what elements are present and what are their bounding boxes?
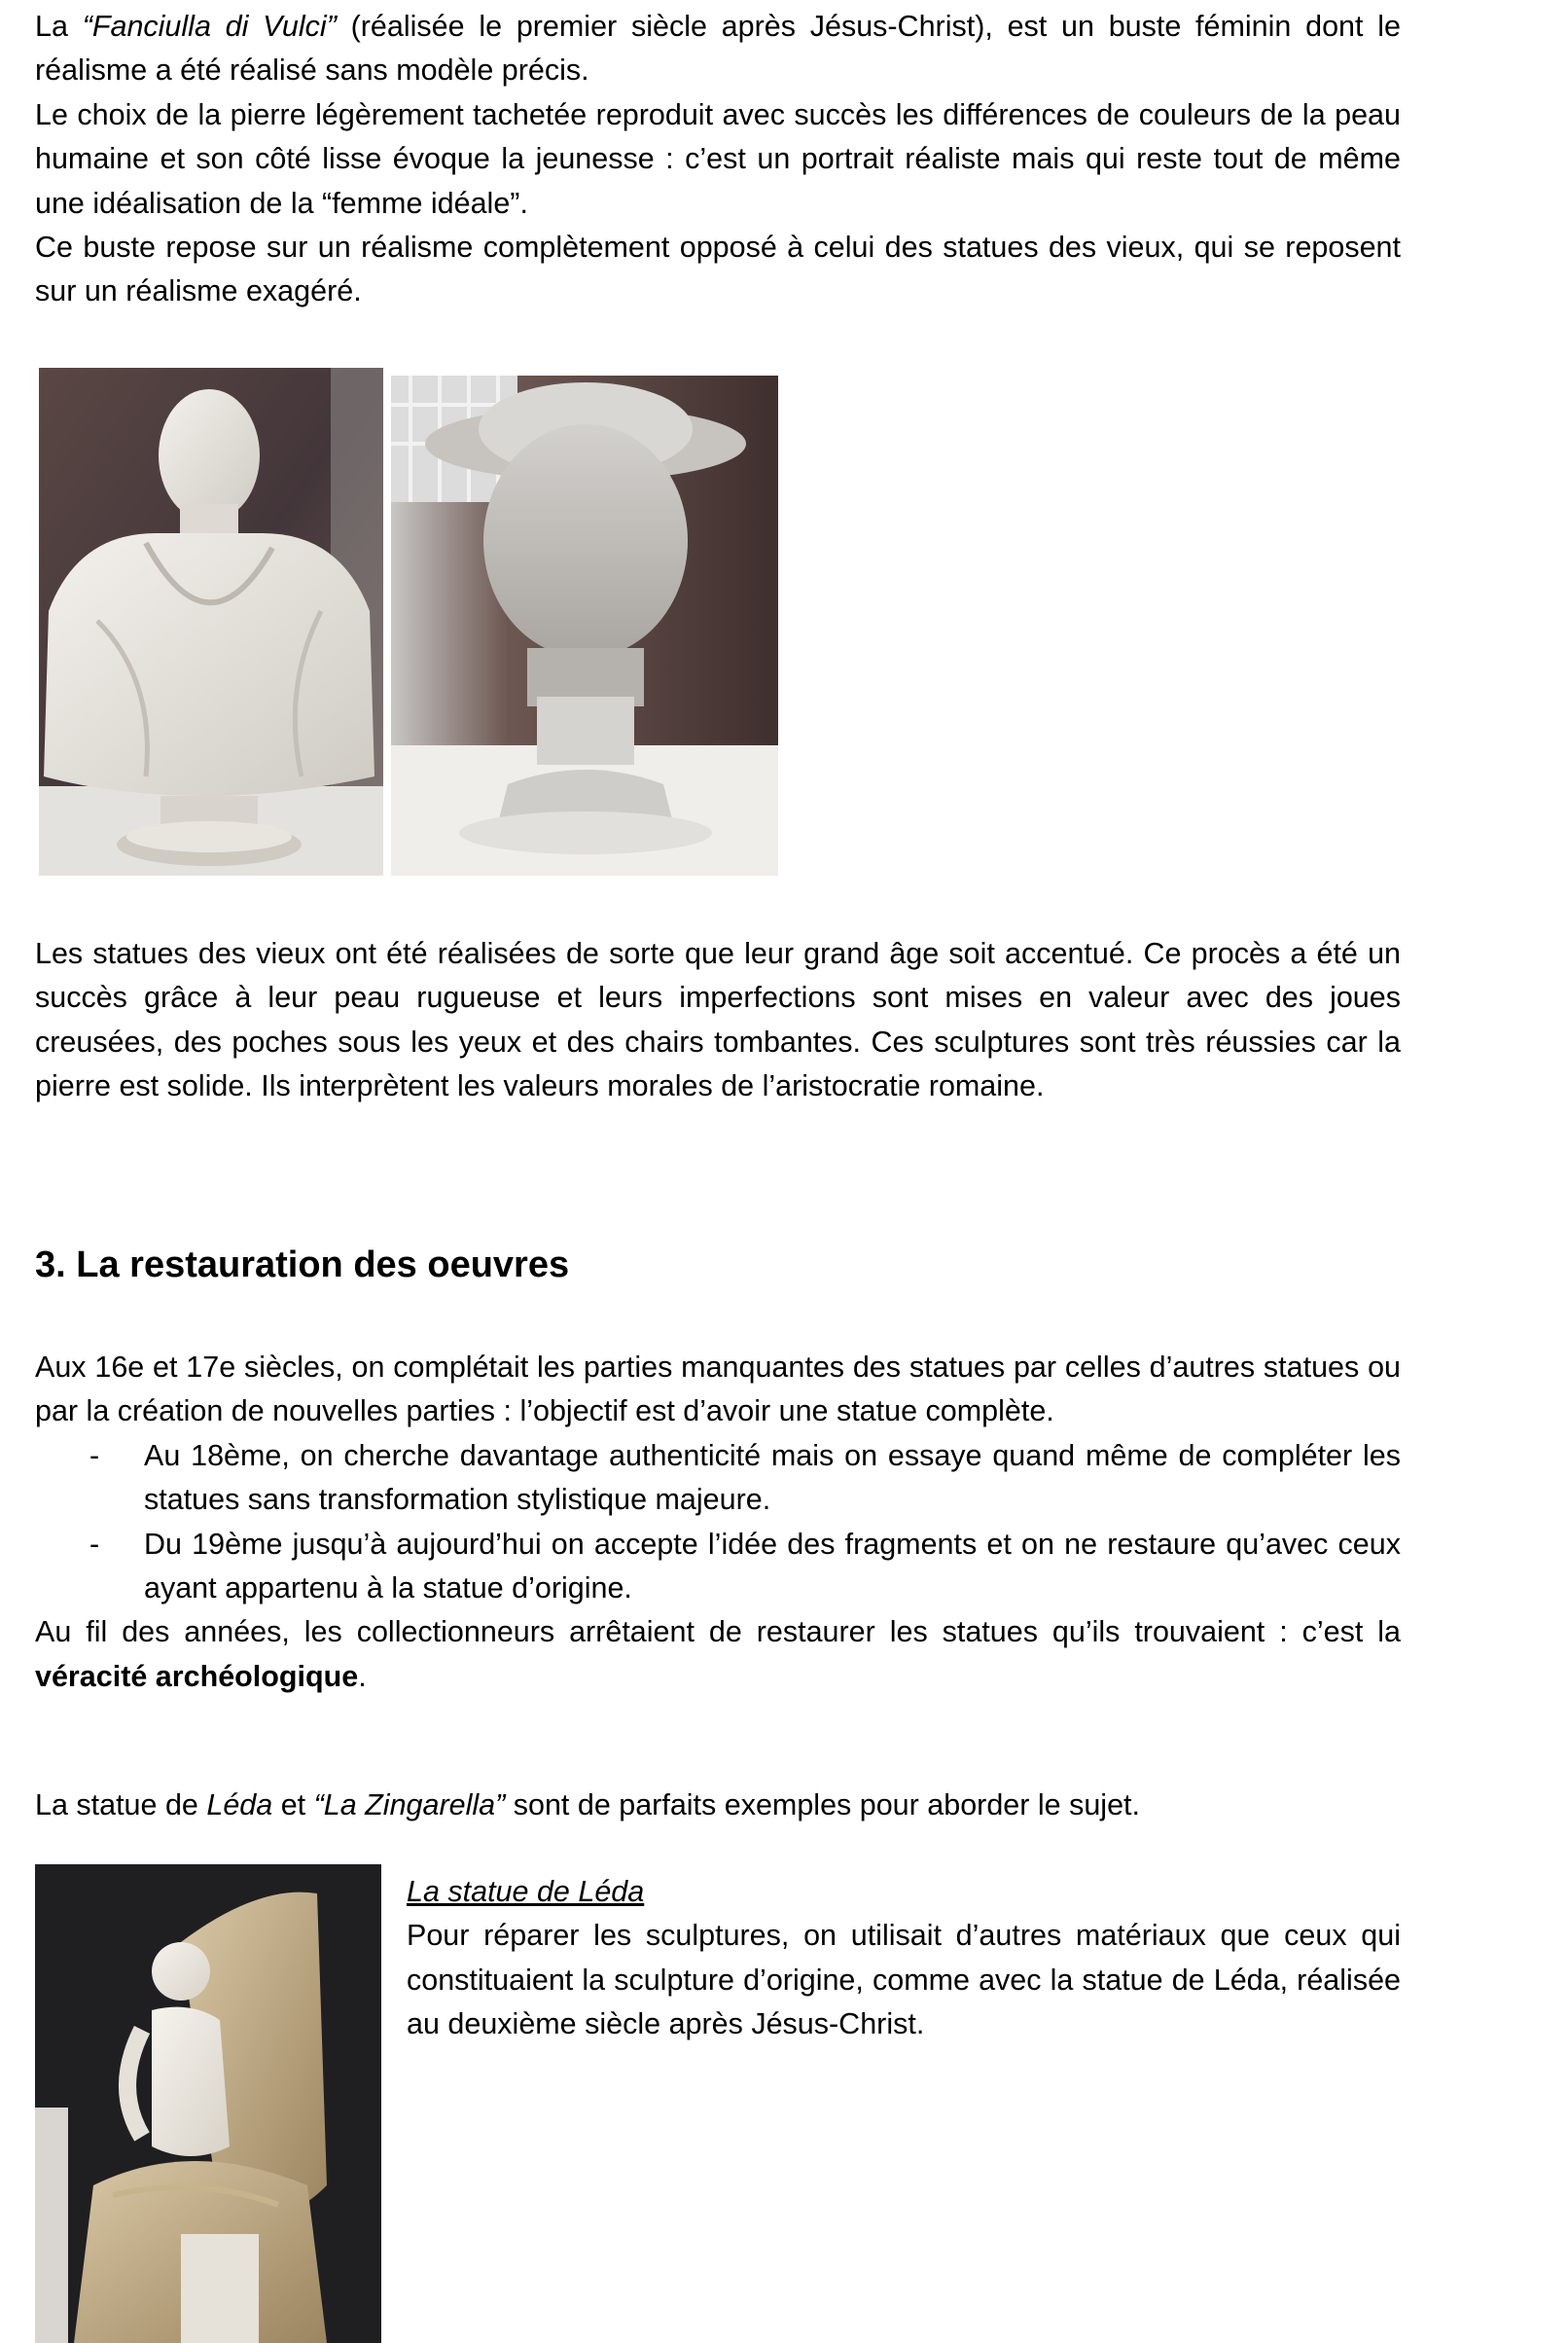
leda-title: La statue de Léda — [407, 1875, 645, 1908]
text-fragment: Le choix de la pierre légèrement tachetée reproduit avec succès les différences de couleurs de la peau humaine et son côté lisse évoque la jeunesse : c’est un portrait réaliste mais qui reste tout de même une idéalisation de la “femme idéale”. — [35, 97, 1401, 220]
text-fragment: La statue de — [35, 1788, 207, 1821]
photo-leda-statue — [35, 1864, 381, 2343]
list-item — [35, 1523, 1401, 1611]
paragraph-examples — [35, 1784, 1401, 1827]
restoration-intro: Aux 16e et 17e siècles, on complétait les parties manquantes des statues par celles d’autres statues ou par la création de nouvelles parties : l’objectif est d’avoir une statue complète. — [35, 1351, 1401, 1428]
list-bullet: - — [89, 1438, 100, 1472]
text-fragment: Au fil des années, les collectionneurs arrêtaient de restaurer les statues qu’ils trouvaient : c’est la — [35, 1615, 1401, 1649]
list-item-text: Au 18ème, on cherche davantage authenticité mais on essaye quand même de compléter les statues sans transformation stylistique majeure. — [144, 1438, 1401, 1517]
leda-body: Pour réparer les sculptures, on utilisait d’autres matériaux que ceux qui constituaient la sculpture d’origine, comme avec la statue de Léda, réalisée au deuxième siècle après Jésus-Christ. — [407, 1919, 1401, 2041]
restoration-list — [35, 1434, 1401, 1611]
list-bullet: - — [89, 1527, 100, 1561]
artwork-title-fanciulla: “Fanciulla di Vulci” — [82, 10, 337, 43]
restoration-outro — [35, 1610, 1401, 1699]
text-fragment: . — [358, 1659, 367, 1693]
artwork-name-leda: Léda — [206, 1788, 273, 1821]
photo-old-man-toga-bust — [39, 368, 383, 876]
paragraph-restoration — [35, 1346, 1401, 1699]
text-fragment: (réalisée le premier siècle après Jésus-Christ), est un buste féminin dont le réalisme a été réalisé sans modèle précis. — [35, 10, 1401, 88]
section-heading: 3. La restauration des oeuvres — [35, 1244, 570, 1285]
leda-caption — [407, 1870, 1401, 2047]
paragraph-old-statues: Les statues des vieux ont été réalisées de sorte que leur grand âge soit accentué. Ce procès a été un succès grâce à leur peau rugueuse et leurs imperfections sont mises en valeur avec des joues creusées, des poches sous les yeux et des chairs tombantes. Ces sculptures sont très réussies car la pierre est solide. Ils interprètent les valeurs morales de l’aristocratie romaine. — [35, 937, 1401, 1103]
text-fragment: Ce buste repose sur un réalisme complètement opposé à celui des statues des vieux, qui se reposent sur un réalisme exagéré. — [35, 231, 1401, 308]
photo-old-man-hat-bust — [391, 376, 778, 876]
list-item — [35, 1434, 1401, 1523]
list-item-text: Du 19ème jusqu’à aujourd’hui on accepte l’idée des fragments et on ne restaure qu’avec ceux ayant appartenu à la statue d’origine. — [144, 1527, 1401, 1605]
text-fragment: La — [35, 10, 83, 43]
text-fragment: et — [272, 1788, 314, 1821]
text-fragment: sont de parfaits exemples pour aborder le sujet. — [505, 1788, 1140, 1821]
artwork-name-zingarella: “La Zingarella” — [313, 1788, 506, 1821]
bold-term: véracité archéologique — [35, 1659, 359, 1693]
paragraph-fanciulla — [35, 5, 1401, 314]
